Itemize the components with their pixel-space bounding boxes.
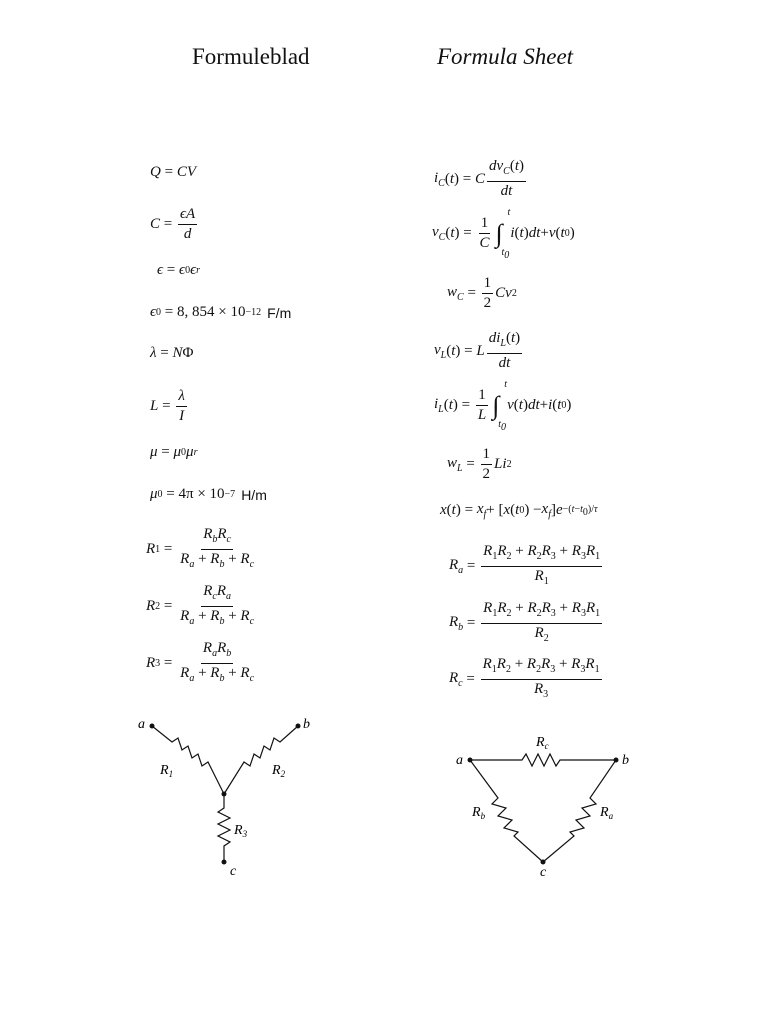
- wye-label-r1: $R_1$: [160, 763, 174, 779]
- eq-eps0: ϵ 0 = 8, 854 × 10 −12 F/m: [150, 304, 292, 321]
- title-formula-sheet: Formula Sheet: [437, 44, 574, 69]
- wye-node-c: [222, 860, 227, 865]
- delta-node-b: [614, 758, 619, 763]
- eps0-value: 8, 854 × 10: [177, 304, 246, 320]
- delta-label-rc: $R_c$: [536, 735, 549, 751]
- mu0-value: 4π × 10: [178, 486, 225, 502]
- eq-r1: R 1 = $\frac{R_bR_c}{R_a + R_b + R_c}$: [146, 526, 255, 570]
- eq-wc: $w_C$ = $\frac{1}{2}$ Cv 2: [447, 275, 517, 311]
- delta-circuit-diagram: [440, 720, 660, 890]
- delta-node-c: [541, 860, 546, 865]
- eq-rc: $R_c$ = $\frac{R_1R_2 + R_2R_3 + R_3R_1}{R_3}$: [449, 656, 600, 700]
- delta-label-ra: $R_a$: [600, 805, 614, 821]
- delta-label-a: a: [456, 753, 463, 768]
- eq-mu0: μ 0 = 4π × 10 −7 H/m: [150, 486, 267, 503]
- wye-resistor-r1: [152, 726, 224, 794]
- eq-charge: Q = CV: [150, 164, 196, 180]
- eq-permittivity: ϵ = ϵ 0 ϵ r: [157, 262, 201, 278]
- title-formuleblad: Formuleblad: [192, 44, 310, 69]
- wye-label-c: c: [230, 864, 237, 879]
- eps0-exponent: −12: [245, 307, 262, 318]
- wye-resistor-r2: [224, 726, 298, 794]
- wye-label-r3: $R_3$: [234, 823, 248, 839]
- wye-node-b: [296, 724, 301, 729]
- wye-label-a: a: [138, 717, 145, 732]
- eq-permeability: μ = μ 0 μ r: [150, 444, 198, 460]
- wye-resistor-r3: [218, 794, 230, 862]
- delta-node-a: [468, 758, 473, 763]
- eps0-unit: F/m: [267, 304, 292, 321]
- eq-r2: R 2 = $\frac{R_cR_a}{R_a + R_b + R_c}$: [146, 583, 255, 627]
- eq-ra: $R_a$ = $\frac{R_1R_2 + R_2R_3 + R_3R_1}{R_1}$: [449, 543, 601, 587]
- wye-node-center: [222, 792, 227, 797]
- eq-wl: $w_L$ = $\frac{1}{2}$ Li 2: [447, 446, 512, 482]
- eq-inductance: L = $\frac{\lambda}{I}$: [150, 388, 185, 424]
- delta-resistor-rc: [470, 754, 616, 766]
- wye-circuit-diagram: [120, 700, 340, 890]
- eq-r3: R 3 = $\frac{R_aR_b}{R_a + R_b + R_c}$: [146, 640, 255, 684]
- eq-ic: $i_C$ ( t ) = C $\frac{dv_C(t)}{dt}$: [434, 158, 525, 199]
- delta-label-rb: $R_b$: [472, 805, 486, 821]
- eq-vc: $v_C$ ( t ) = $\frac{1}{C}$ ∫ t $t_0$ i ( t ) dt + v ( t 0 ): [432, 206, 575, 261]
- eq-capacitance: C = $\frac{\epsilon A}{d}$: [150, 206, 196, 242]
- delta-label-c: c: [540, 865, 547, 880]
- eq-vl: $v_L$ ( t ) = L $\frac{di_L(t)}{dt}$: [434, 330, 521, 371]
- mu0-exponent: −7: [224, 489, 236, 500]
- delta-label-b: b: [622, 753, 629, 768]
- eq-rb: $R_b$ = $\frac{R_1R_2 + R_2R_3 + R_3R_1}{R_2}$: [449, 600, 601, 644]
- wye-node-a: [150, 724, 155, 729]
- wye-label-r2: $R_2$: [272, 763, 286, 779]
- eq-il: $i_L$ ( t ) = $\frac{1}{L}$ ∫ t $t_0$ v ( t ) dt + i ( t 0 ): [434, 378, 572, 433]
- eq-xt: x ( t ) = $x_f$ + [ x ( t 0 ) − $x_f$ ] e $-(t-t_0)/\tau$: [440, 501, 598, 520]
- wye-label-b: b: [303, 717, 310, 732]
- mu0-unit: H/m: [241, 486, 267, 503]
- eq-flux-linkage: λ = N Φ: [150, 345, 194, 361]
